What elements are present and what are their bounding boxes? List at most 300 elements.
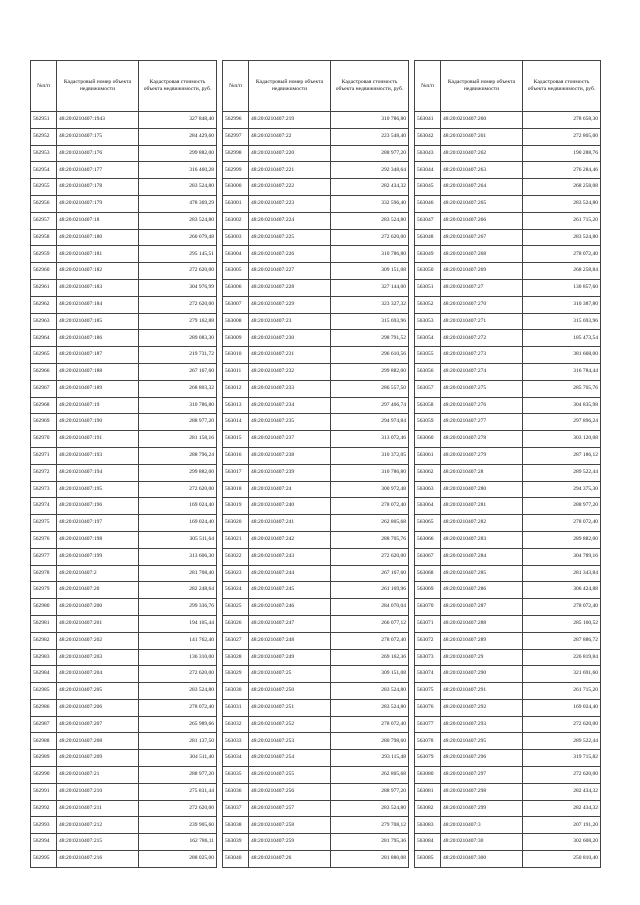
cadastral-value-cell: 272 620,00 — [523, 767, 601, 784]
row-number-cell: 563042 — [415, 128, 441, 145]
cadastral-number-cell: 48:20:0210407:270 — [441, 296, 523, 313]
cadastral-value-cell: 272 620,00 — [139, 481, 217, 498]
cadastral-number-cell: 48:20:0210407:239 — [249, 464, 331, 481]
row-number-cell: 563050 — [415, 263, 441, 280]
row-number-cell: 562970 — [31, 431, 57, 448]
table-row — [31, 162, 217, 179]
table-row — [223, 447, 409, 464]
cadastral-value-cell: 283 524,80 — [331, 683, 409, 700]
table-row — [31, 330, 217, 347]
table-row — [415, 162, 601, 179]
row-number-cell: 563007 — [223, 296, 249, 313]
table-row — [415, 212, 601, 229]
row-number-cell: 563032 — [223, 716, 249, 733]
row-number-cell: 562971 — [31, 447, 57, 464]
cadastral-number-cell: 48:20:0210407:194 — [57, 464, 139, 481]
table-row — [223, 296, 409, 313]
cadastral-number-cell: 48:20:0210407:227 — [249, 263, 331, 280]
row-number-cell: 563017 — [223, 464, 249, 481]
row-number-cell: 562981 — [31, 615, 57, 632]
cadastral-value-cell: 292 348,64 — [331, 162, 409, 179]
cadastral-number-cell: 48:20:0210407:281 — [441, 498, 523, 515]
cadastral-value-cell: 278 658,30 — [523, 112, 601, 129]
cadastral-number-cell: 48:20:0210407:175 — [57, 128, 139, 145]
row-number-cell: 563083 — [415, 817, 441, 834]
cadastral-number-cell: 48:20:0210407:240 — [249, 498, 331, 515]
row-number-cell: 562991 — [31, 783, 57, 800]
table-row — [415, 246, 601, 263]
row-number-cell: 563081 — [415, 783, 441, 800]
cadastral-number-cell: 48:20:0210407:216 — [57, 851, 139, 868]
cadastral-value-cell: 207 191,20 — [523, 817, 601, 834]
row-number-cell: 562956 — [31, 195, 57, 212]
table-row — [31, 347, 217, 364]
cadastral-value-cell: 381 668,00 — [523, 347, 601, 364]
cadastral-value-cell: 283 524,80 — [331, 800, 409, 817]
cadastral-number-cell: 48:20:0210407:231 — [249, 347, 331, 364]
table-row — [223, 750, 409, 767]
cadastral-value-cell: 303 120,08 — [523, 431, 601, 448]
table-row — [415, 229, 601, 246]
cadastral-value-cell: 281 137,50 — [139, 733, 217, 750]
header-cadastral-number: Кадастровый номер объекта недвижимости — [441, 61, 523, 112]
cadastral-value-cell: 305 511,64 — [139, 531, 217, 548]
table-row — [31, 548, 217, 565]
row-number-cell: 563057 — [415, 380, 441, 397]
cadastral-number-cell: 48:20:0210407:261 — [441, 128, 523, 145]
row-number-cell: 563069 — [415, 582, 441, 599]
table-row — [223, 498, 409, 515]
cadastral-value-cell: 223 548,40 — [331, 128, 409, 145]
table-row — [31, 179, 217, 196]
row-number-cell: 562983 — [31, 649, 57, 666]
table-row — [223, 632, 409, 649]
cadastral-value-cell: 275 831,44 — [139, 783, 217, 800]
table-row — [223, 783, 409, 800]
row-number-cell: 563014 — [223, 414, 249, 431]
cadastral-number-cell: 48:20:0210407:202 — [57, 632, 139, 649]
row-number-cell: 563064 — [415, 498, 441, 515]
cadastral-number-cell: 48:20:0210407:2 — [57, 565, 139, 582]
cadastral-value-cell: 281 880,08 — [331, 851, 409, 868]
cadastral-value-cell: 261 715,20 — [523, 212, 601, 229]
table-row — [415, 515, 601, 532]
row-number-cell: 563059 — [415, 414, 441, 431]
cadastral-number-cell: 48:20:0210407:203 — [57, 649, 139, 666]
row-number-cell: 563037 — [223, 800, 249, 817]
table-row — [223, 666, 409, 683]
table-row — [415, 330, 601, 347]
cadastral-number-cell: 48:20:0210407:257 — [249, 800, 331, 817]
row-number-cell: 563070 — [415, 599, 441, 616]
cadastral-number-cell: 48:20:0210407:207 — [57, 716, 139, 733]
table-row — [31, 666, 217, 683]
cadastral-number-cell: 48:20:0210407:208 — [57, 733, 139, 750]
cadastral-number-cell: 48:20:0210407:300 — [441, 851, 523, 868]
table-row — [31, 246, 217, 263]
cadastral-number-cell: 48:20:0210407:278 — [441, 431, 523, 448]
table-row — [223, 145, 409, 162]
table-row — [415, 615, 601, 632]
cadastral-number-cell: 48:20:0210407:215 — [57, 834, 139, 851]
cadastral-number-cell: 48:20:0210407:206 — [57, 699, 139, 716]
row-number-cell: 563018 — [223, 481, 249, 498]
table-row — [415, 112, 601, 129]
row-number-cell: 562960 — [31, 263, 57, 280]
cadastral-value-cell: 289 522,44 — [523, 733, 601, 750]
table-row — [31, 699, 217, 716]
table-row — [415, 683, 601, 700]
row-number-cell: 562980 — [31, 599, 57, 616]
table-row — [223, 179, 409, 196]
table-row — [415, 195, 601, 212]
table-row — [31, 733, 217, 750]
cadastral-number-cell: 48:20:0210407:237 — [249, 431, 331, 448]
row-number-cell: 563046 — [415, 195, 441, 212]
table-row — [223, 313, 409, 330]
table-row — [31, 615, 217, 632]
table-row — [415, 128, 601, 145]
row-number-cell: 562965 — [31, 347, 57, 364]
table-row — [415, 565, 601, 582]
cadastral-number-cell: 48:20:0210407:289 — [441, 632, 523, 649]
cadastral-value-cell: 272 620,00 — [139, 666, 217, 683]
table-row — [223, 565, 409, 582]
row-number-cell: 562963 — [31, 313, 57, 330]
cadastral-number-cell: 48:20:0210407:188 — [57, 363, 139, 380]
cadastral-number-cell: 48:20:0210407:287 — [441, 599, 523, 616]
cadastral-value-cell: 250 810,40 — [523, 851, 601, 868]
cadastral-number-cell: 48:20:0210407:234 — [249, 397, 331, 414]
table-row — [223, 649, 409, 666]
row-number-cell: 562969 — [31, 414, 57, 431]
cadastral-value-cell: 281 158,16 — [139, 431, 217, 448]
cadastral-number-cell: 48:20:0210407:30 — [441, 834, 523, 851]
cadastral-value-cell: 278 072,40 — [331, 716, 409, 733]
cadastral-number-cell: 48:20:0210407:298 — [441, 783, 523, 800]
row-number-cell: 562967 — [31, 380, 57, 397]
cadastral-number-cell: 48:20:0210407:255 — [249, 767, 331, 784]
cadastral-number-cell: 48:20:0210407:225 — [249, 229, 331, 246]
table-row — [415, 263, 601, 280]
row-number-cell: 563061 — [415, 447, 441, 464]
header-cadastral-value: Кадастровая стоимость объекта недвижимости, руб. — [523, 61, 601, 112]
cadastral-number-cell: 48:20:0210407:183 — [57, 279, 139, 296]
cadastral-number-cell: 48:20:0210407:290 — [441, 666, 523, 683]
cadastral-value-cell: 288 977,20 — [139, 767, 217, 784]
row-number-cell: 563065 — [415, 515, 441, 532]
cadastral-number-cell: 48:20:0210407:199 — [57, 548, 139, 565]
cadastral-value-cell: 283 524,80 — [523, 229, 601, 246]
cadastral-number-cell: 48:20:0210407:233 — [249, 380, 331, 397]
row-number-cell: 563012 — [223, 380, 249, 397]
cadastral-number-cell: 48:20:0210407:220 — [249, 145, 331, 162]
row-number-cell: 562966 — [31, 363, 57, 380]
cadastral-value-cell: 304 976,99 — [139, 279, 217, 296]
row-number-cell: 563013 — [223, 397, 249, 414]
cadastral-value-cell: 310 786,80 — [331, 246, 409, 263]
cadastral-value-cell: 284 429,60 — [139, 128, 217, 145]
row-number-cell: 563055 — [415, 347, 441, 364]
cadastral-value-cell: 306 424,88 — [523, 582, 601, 599]
cadastral-value-cell: 261 715,20 — [523, 683, 601, 700]
cadastral-number-cell: 48:20:0210407:23 — [249, 313, 331, 330]
cadastral-number-cell: 48:20:0210407:222 — [249, 179, 331, 196]
cadastral-value-cell: 310 786,80 — [331, 464, 409, 481]
row-number-cell: 563025 — [223, 599, 249, 616]
cadastral-value-cell: 267 167,60 — [139, 363, 217, 380]
row-number-cell: 563051 — [415, 279, 441, 296]
cadastral-value-cell: 268 258,08 — [523, 179, 601, 196]
row-number-cell: 563048 — [415, 229, 441, 246]
cadastral-value-cell: 272 805,00 — [523, 128, 601, 145]
table-row — [31, 447, 217, 464]
table-header-row — [223, 61, 409, 112]
row-number-cell: 563075 — [415, 683, 441, 700]
cadastral-number-cell: 48:20:0210407:1943 — [57, 112, 139, 129]
table-row — [415, 414, 601, 431]
cadastral-number-cell: 48:20:0210407:272 — [441, 330, 523, 347]
cadastral-value-cell: 288 796,24 — [139, 447, 217, 464]
cadastral-number-cell: 48:20:0210407:177 — [57, 162, 139, 179]
cadastral-number-cell: 48:20:0210407:193 — [57, 447, 139, 464]
cadastral-value-cell: 288 977,20 — [331, 783, 409, 800]
header-num: №п/п — [31, 61, 57, 112]
table-row — [31, 263, 217, 280]
table-row — [415, 767, 601, 784]
table-row — [31, 279, 217, 296]
cadastral-number-cell: 48:20:0210407:267 — [441, 229, 523, 246]
row-number-cell: 563063 — [415, 481, 441, 498]
cadastral-value-cell: 269 162,36 — [331, 649, 409, 666]
cadastral-value-cell: 260 079,48 — [139, 229, 217, 246]
row-number-cell: 563009 — [223, 330, 249, 347]
cadastral-number-cell: 48:20:0210407:282 — [441, 515, 523, 532]
cadastral-value-cell: 283 524,80 — [139, 212, 217, 229]
table-row — [31, 851, 217, 868]
cadastral-value-cell: 297 406,74 — [331, 397, 409, 414]
row-number-cell: 563056 — [415, 363, 441, 380]
table-row — [31, 464, 217, 481]
cadastral-number-cell: 48:20:0210407:228 — [249, 279, 331, 296]
cadastral-value-cell: 272 620,00 — [331, 548, 409, 565]
table-row — [223, 279, 409, 296]
table-row — [31, 599, 217, 616]
cadastral-value-cell: 310 372,05 — [331, 447, 409, 464]
cadastral-number-cell: 48:20:0210407:295 — [441, 733, 523, 750]
cadastral-number-cell: 48:20:0210407:226 — [249, 246, 331, 263]
cadastral-number-cell: 48:20:0210407:230 — [249, 330, 331, 347]
cadastral-value-cell: 287 886,72 — [523, 632, 601, 649]
cadastral-number-cell: 48:20:0210407:291 — [441, 683, 523, 700]
table-row — [31, 212, 217, 229]
row-number-cell: 563076 — [415, 699, 441, 716]
row-number-cell: 562986 — [31, 699, 57, 716]
table-row — [31, 414, 217, 431]
row-number-cell: 562968 — [31, 397, 57, 414]
cadastral-value-cell: 169 024,40 — [523, 699, 601, 716]
cadastral-value-cell: 478 369,29 — [139, 195, 217, 212]
row-number-cell: 562990 — [31, 767, 57, 784]
row-number-cell: 563028 — [223, 649, 249, 666]
cadastral-value-cell: 289 522,44 — [523, 464, 601, 481]
row-number-cell: 562985 — [31, 683, 57, 700]
cadastral-value-cell: 282 434,32 — [523, 800, 601, 817]
cadastral-number-cell: 48:20:0210407:190 — [57, 414, 139, 431]
cadastral-value-cell: 316 784,44 — [523, 363, 601, 380]
row-number-cell: 562951 — [31, 112, 57, 129]
cadastral-value-cell: 313 072,46 — [331, 431, 409, 448]
table-row — [223, 162, 409, 179]
cadastral-number-cell: 48:20:0210407:297 — [441, 767, 523, 784]
header-num: №п/п — [415, 61, 441, 112]
table-row — [31, 195, 217, 212]
table-row — [223, 229, 409, 246]
cadastral-value-cell: 298 791,52 — [331, 330, 409, 347]
cadastral-value-cell: 316 460,28 — [139, 162, 217, 179]
cadastral-value-cell: 283 524,80 — [139, 683, 217, 700]
row-number-cell: 563019 — [223, 498, 249, 515]
cadastral-value-cell: 302 608,20 — [523, 834, 601, 851]
table-row — [223, 397, 409, 414]
row-number-cell: 562987 — [31, 716, 57, 733]
cadastral-value-cell: 272 620,00 — [331, 229, 409, 246]
cadastral-number-cell: 48:20:0210407:268 — [441, 246, 523, 263]
table-row — [415, 666, 601, 683]
cadastral-number-cell: 48:20:0210407:25 — [249, 666, 331, 683]
table-row — [31, 229, 217, 246]
row-number-cell: 563058 — [415, 397, 441, 414]
row-number-cell: 562979 — [31, 582, 57, 599]
cadastral-number-cell: 48:20:0210407:276 — [441, 397, 523, 414]
cadastral-value-cell: 310 786,80 — [331, 112, 409, 129]
row-number-cell: 562957 — [31, 212, 57, 229]
cadastral-number-cell: 48:20:0210407:246 — [249, 599, 331, 616]
cadastral-number-cell: 48:20:0210407:178 — [57, 179, 139, 196]
row-number-cell: 563045 — [415, 179, 441, 196]
cadastral-number-cell: 48:20:0210407:209 — [57, 750, 139, 767]
cadastral-value-cell: 272 620,00 — [139, 263, 217, 280]
cadastral-value-cell: 284 070,04 — [331, 599, 409, 616]
table-row — [415, 313, 601, 330]
cadastral-number-cell: 48:20:0210407:191 — [57, 431, 139, 448]
table-row — [415, 531, 601, 548]
table-row — [415, 817, 601, 834]
cadastral-value-cell: 219 731,72 — [139, 347, 217, 364]
row-number-cell: 562958 — [31, 229, 57, 246]
cadastral-number-cell: 48:20:0210407:219 — [249, 112, 331, 129]
row-number-cell: 563004 — [223, 246, 249, 263]
cadastral-value-cell: 278 072,40 — [523, 515, 601, 532]
row-number-cell: 563034 — [223, 750, 249, 767]
table-row — [415, 649, 601, 666]
cadastral-value-cell: 266 077,12 — [331, 615, 409, 632]
cadastral-value-cell: 276 284,46 — [523, 162, 601, 179]
cadastral-number-cell: 48:20:0210407:252 — [249, 716, 331, 733]
table-row — [31, 531, 217, 548]
cadastral-value-cell: 272 620,00 — [523, 716, 601, 733]
table-row — [31, 716, 217, 733]
row-number-cell: 562993 — [31, 817, 57, 834]
cadastral-number-cell: 48:20:0210407:184 — [57, 296, 139, 313]
table-row — [31, 649, 217, 666]
cadastral-number-cell: 48:20:0210407:299 — [441, 800, 523, 817]
cadastral-value-cell: 285 160,52 — [523, 615, 601, 632]
row-number-cell: 562998 — [223, 145, 249, 162]
table-row — [223, 531, 409, 548]
cadastral-value-cell: 288 977,20 — [523, 498, 601, 515]
cadastral-number-cell: 48:20:0210407:176 — [57, 145, 139, 162]
row-number-cell: 563020 — [223, 515, 249, 532]
cadastral-value-cell: 294 375,30 — [523, 481, 601, 498]
cadastral-value-cell: 278 072,40 — [331, 498, 409, 515]
table-row — [223, 481, 409, 498]
row-number-cell: 563073 — [415, 649, 441, 666]
row-number-cell: 562973 — [31, 481, 57, 498]
row-number-cell: 563022 — [223, 548, 249, 565]
cadastral-value-cell: 136 310,00 — [139, 649, 217, 666]
cadastral-value-cell: 278 072,40 — [523, 246, 601, 263]
cadastral-number-cell: 48:20:0210407:256 — [249, 783, 331, 800]
row-number-cell: 563038 — [223, 817, 249, 834]
cadastral-number-cell: 48:20:0210407:210 — [57, 783, 139, 800]
row-number-cell: 563074 — [415, 666, 441, 683]
cadastral-number-cell: 48:20:0210407:29 — [441, 649, 523, 666]
row-number-cell: 563008 — [223, 313, 249, 330]
cadastral-number-cell: 48:20:0210407:19 — [57, 397, 139, 414]
cadastral-value-cell: 327 144,00 — [331, 279, 409, 296]
row-number-cell: 562974 — [31, 498, 57, 515]
table-row — [31, 800, 217, 817]
cadastral-value-cell: 299 882,00 — [139, 464, 217, 481]
cadastral-number-cell: 48:20:0210407:182 — [57, 263, 139, 280]
row-number-cell: 563024 — [223, 582, 249, 599]
table-row — [31, 750, 217, 767]
register-table-2 — [222, 60, 409, 868]
cadastral-number-cell: 48:20:0210407:253 — [249, 733, 331, 750]
cadastral-value-cell: 279 162,88 — [139, 313, 217, 330]
cadastral-number-cell: 48:20:0210407:286 — [441, 582, 523, 599]
cadastral-number-cell: 48:20:0210407:212 — [57, 817, 139, 834]
table-row — [415, 296, 601, 313]
cadastral-number-cell: 48:20:0210407:22 — [249, 128, 331, 145]
cadastral-value-cell: 272 620,00 — [139, 800, 217, 817]
cadastral-value-cell: 283 524,80 — [331, 699, 409, 716]
cadastral-number-cell: 48:20:0210407:241 — [249, 515, 331, 532]
cadastral-value-cell: 268 258,84 — [523, 263, 601, 280]
cadastral-value-cell: 321 691,60 — [523, 666, 601, 683]
cadastral-number-cell: 48:20:0210407:232 — [249, 363, 331, 380]
cadastral-value-cell: 304 511,40 — [139, 750, 217, 767]
cadastral-value-cell: 300 972,48 — [331, 481, 409, 498]
table-row — [223, 733, 409, 750]
table-row — [223, 615, 409, 632]
cadastral-value-cell: 278 072,40 — [331, 632, 409, 649]
cadastral-value-cell: 295 145,51 — [139, 246, 217, 263]
cadastral-value-cell: 296 610,56 — [331, 347, 409, 364]
table-row — [415, 851, 601, 868]
table-row — [31, 112, 217, 129]
cadastral-value-cell: 281 343,84 — [523, 565, 601, 582]
row-number-cell: 563084 — [415, 834, 441, 851]
row-number-cell: 562992 — [31, 800, 57, 817]
row-number-cell: 563043 — [415, 145, 441, 162]
cadastral-value-cell: 185 473,54 — [523, 330, 601, 347]
header-cadastral-number: Кадастровый номер объекта недвижимости — [57, 61, 139, 112]
table-row — [415, 179, 601, 196]
table-row — [223, 347, 409, 364]
cadastral-number-cell: 48:20:0210407:258 — [249, 817, 331, 834]
